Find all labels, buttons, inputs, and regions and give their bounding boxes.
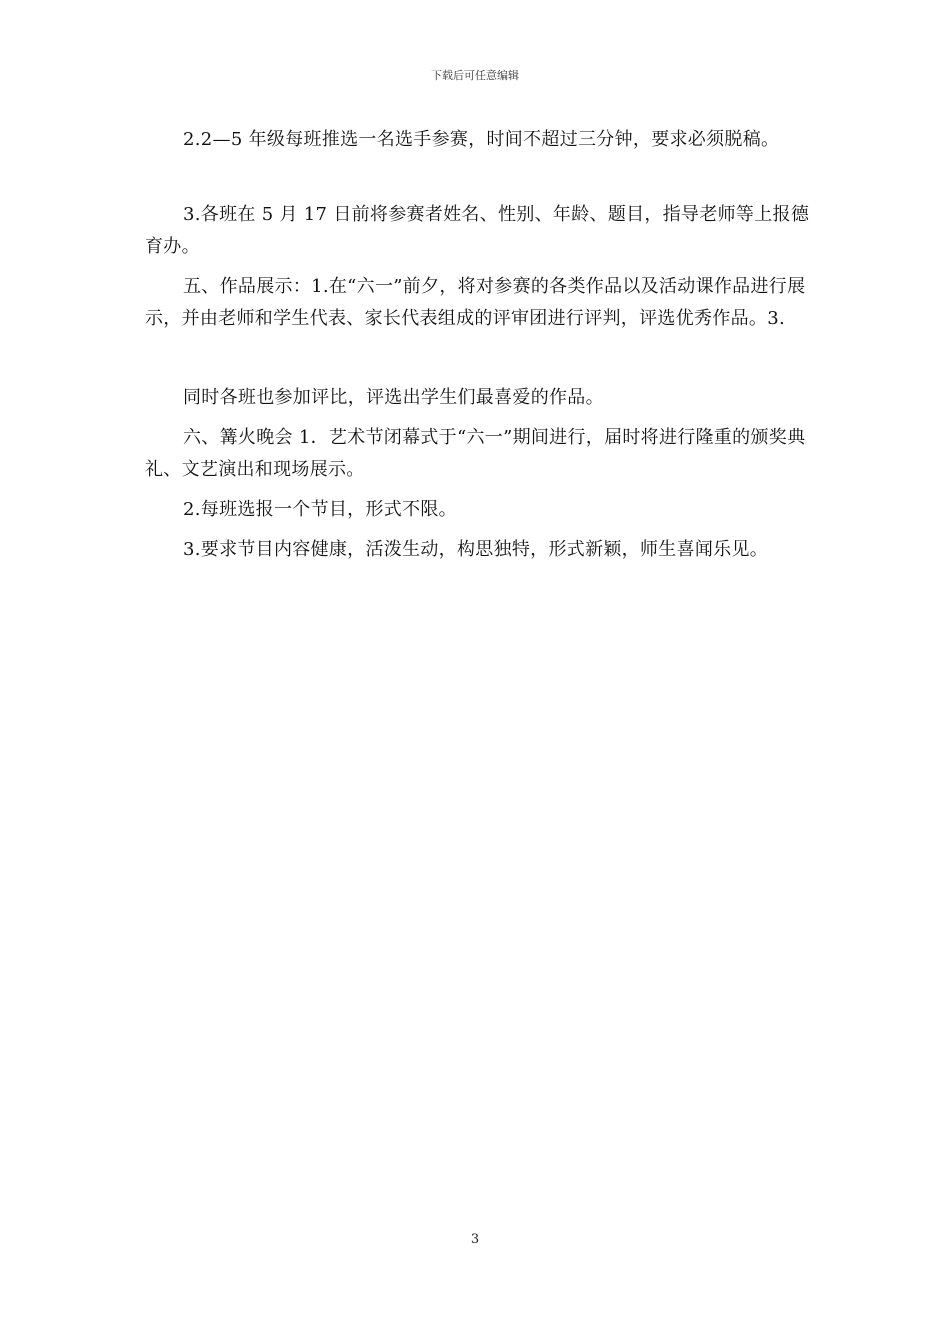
page-number: 3 (470, 1232, 480, 1247)
paragraph-speech-contest-rules: 2.2—5 年级每班推选一名选手参赛，时间不超过三分钟，要求必须脱稿。 (183, 129, 780, 150)
paragraph-works-exhibition: 五、作品展示：1.在“六一”前夕，将对参赛的各类作品以及活动课作品进行展示，并由老师和学生代表、家长代表组成的评审团进行评判，评选优秀作品。3. (145, 276, 806, 329)
paragraph-program-selection: 2.每班选报一个节目，形式不限。 (183, 499, 457, 520)
paragraph-registration-deadline: 3.各班在 5 月 17 日前将参赛者姓名、性别、年龄、题目，指导老师等上报德育办。 (145, 204, 810, 257)
paragraph-bonfire-party: 六、篝火晚会 1．艺术节闭幕式于“六一”期间进行，届时将进行隆重的颁奖典礼、文艺演出和现场展示。 (145, 427, 806, 480)
paragraph-class-evaluation: 同时各班也参加评比，评选出学生们最喜爱的作品。 (183, 387, 604, 408)
paragraph-program-requirements: 3.要求节目内容健康，活泼生动，构思独特，形式新颖，师生喜闻乐见。 (183, 539, 769, 560)
page-header: 下载后可任意编辑 (431, 69, 519, 82)
